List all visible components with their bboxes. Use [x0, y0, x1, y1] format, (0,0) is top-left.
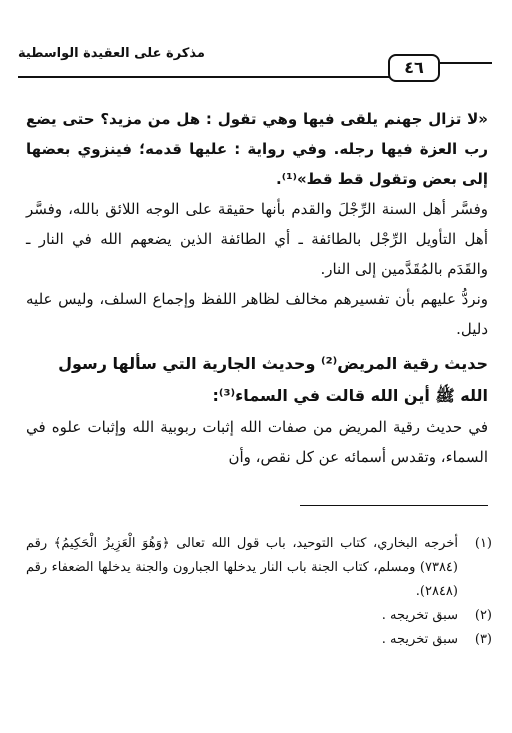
hadith-quote-paragraph: «لا تزال جهنم يلقى فيها وهي تقول : هل من مزيد؟ حتى يضع رب العزة فيها رجله. وفي رواية : عليها قدمه؛ فينزوي بعضها إلى بعض وتقول قط قط»⁽¹⁾.	[26, 110, 488, 188]
ahl-sunnah-paragraph: وفسَّر أهل السنة الرِّجْلَ والقدم بأنها حقيقة على الوجه اللائق بالله، وفسَّر أهل التأويل الرِّجْل بالطائفة ـ أي الطائفة الذين يضعهم الله في النار ـ والقَدَم بالمُقَدَّمين إلى النار.	[26, 200, 488, 278]
header-rule-right	[438, 62, 492, 64]
footnote-3	[26, 628, 492, 652]
footnotes	[26, 532, 492, 652]
closing-paragraph: في حديث رقية المريض من صفات الله إثبات ربوبية الله وإثبات علوه في السماء، وتقدس أسمائه عن كل نقص، وأن	[26, 418, 488, 466]
footnote-1	[26, 532, 492, 604]
body-text	[26, 104, 488, 472]
section-heading: حديث رقية المريض⁽²⁾ وحديث الجارية التي سألها رسول الله ﷺ أين الله قالت في السماء⁽³⁾:	[58, 354, 488, 405]
footnote-text: سبق تخريجه .	[381, 632, 458, 647]
page-number: ٤٦	[388, 54, 440, 82]
footnote-2	[26, 604, 492, 628]
footnote-text: سبق تخريجه .	[381, 608, 458, 623]
book-title: مذكرة على العقيدة الواسطية	[18, 46, 205, 61]
footnote-number: (٣)	[474, 632, 492, 647]
rebuttal-paragraph: ونردُّ عليهم بأن تفسيرهم مخالف لظاهر اللفظ وإجماع السلف، وليس عليه دليل.	[26, 290, 488, 338]
footnote-divider	[300, 505, 488, 506]
footnote-number: (١)	[474, 536, 492, 551]
footnote-number: (٢)	[474, 608, 492, 623]
footnote-text: أخرجه البخاري، كتاب التوحيد، باب قول الله تعالى ﴿وَهُوَ الْعَزِيزُ الْحَكِيمُ﴾ رقم (٧٣٨٤) ومسلم، كتاب الجنة باب النار يدخلها الجبارون والجنة يدخلها الضعفاء رقم (٢٨٤٨).	[26, 536, 458, 599]
header-rule	[18, 76, 390, 78]
